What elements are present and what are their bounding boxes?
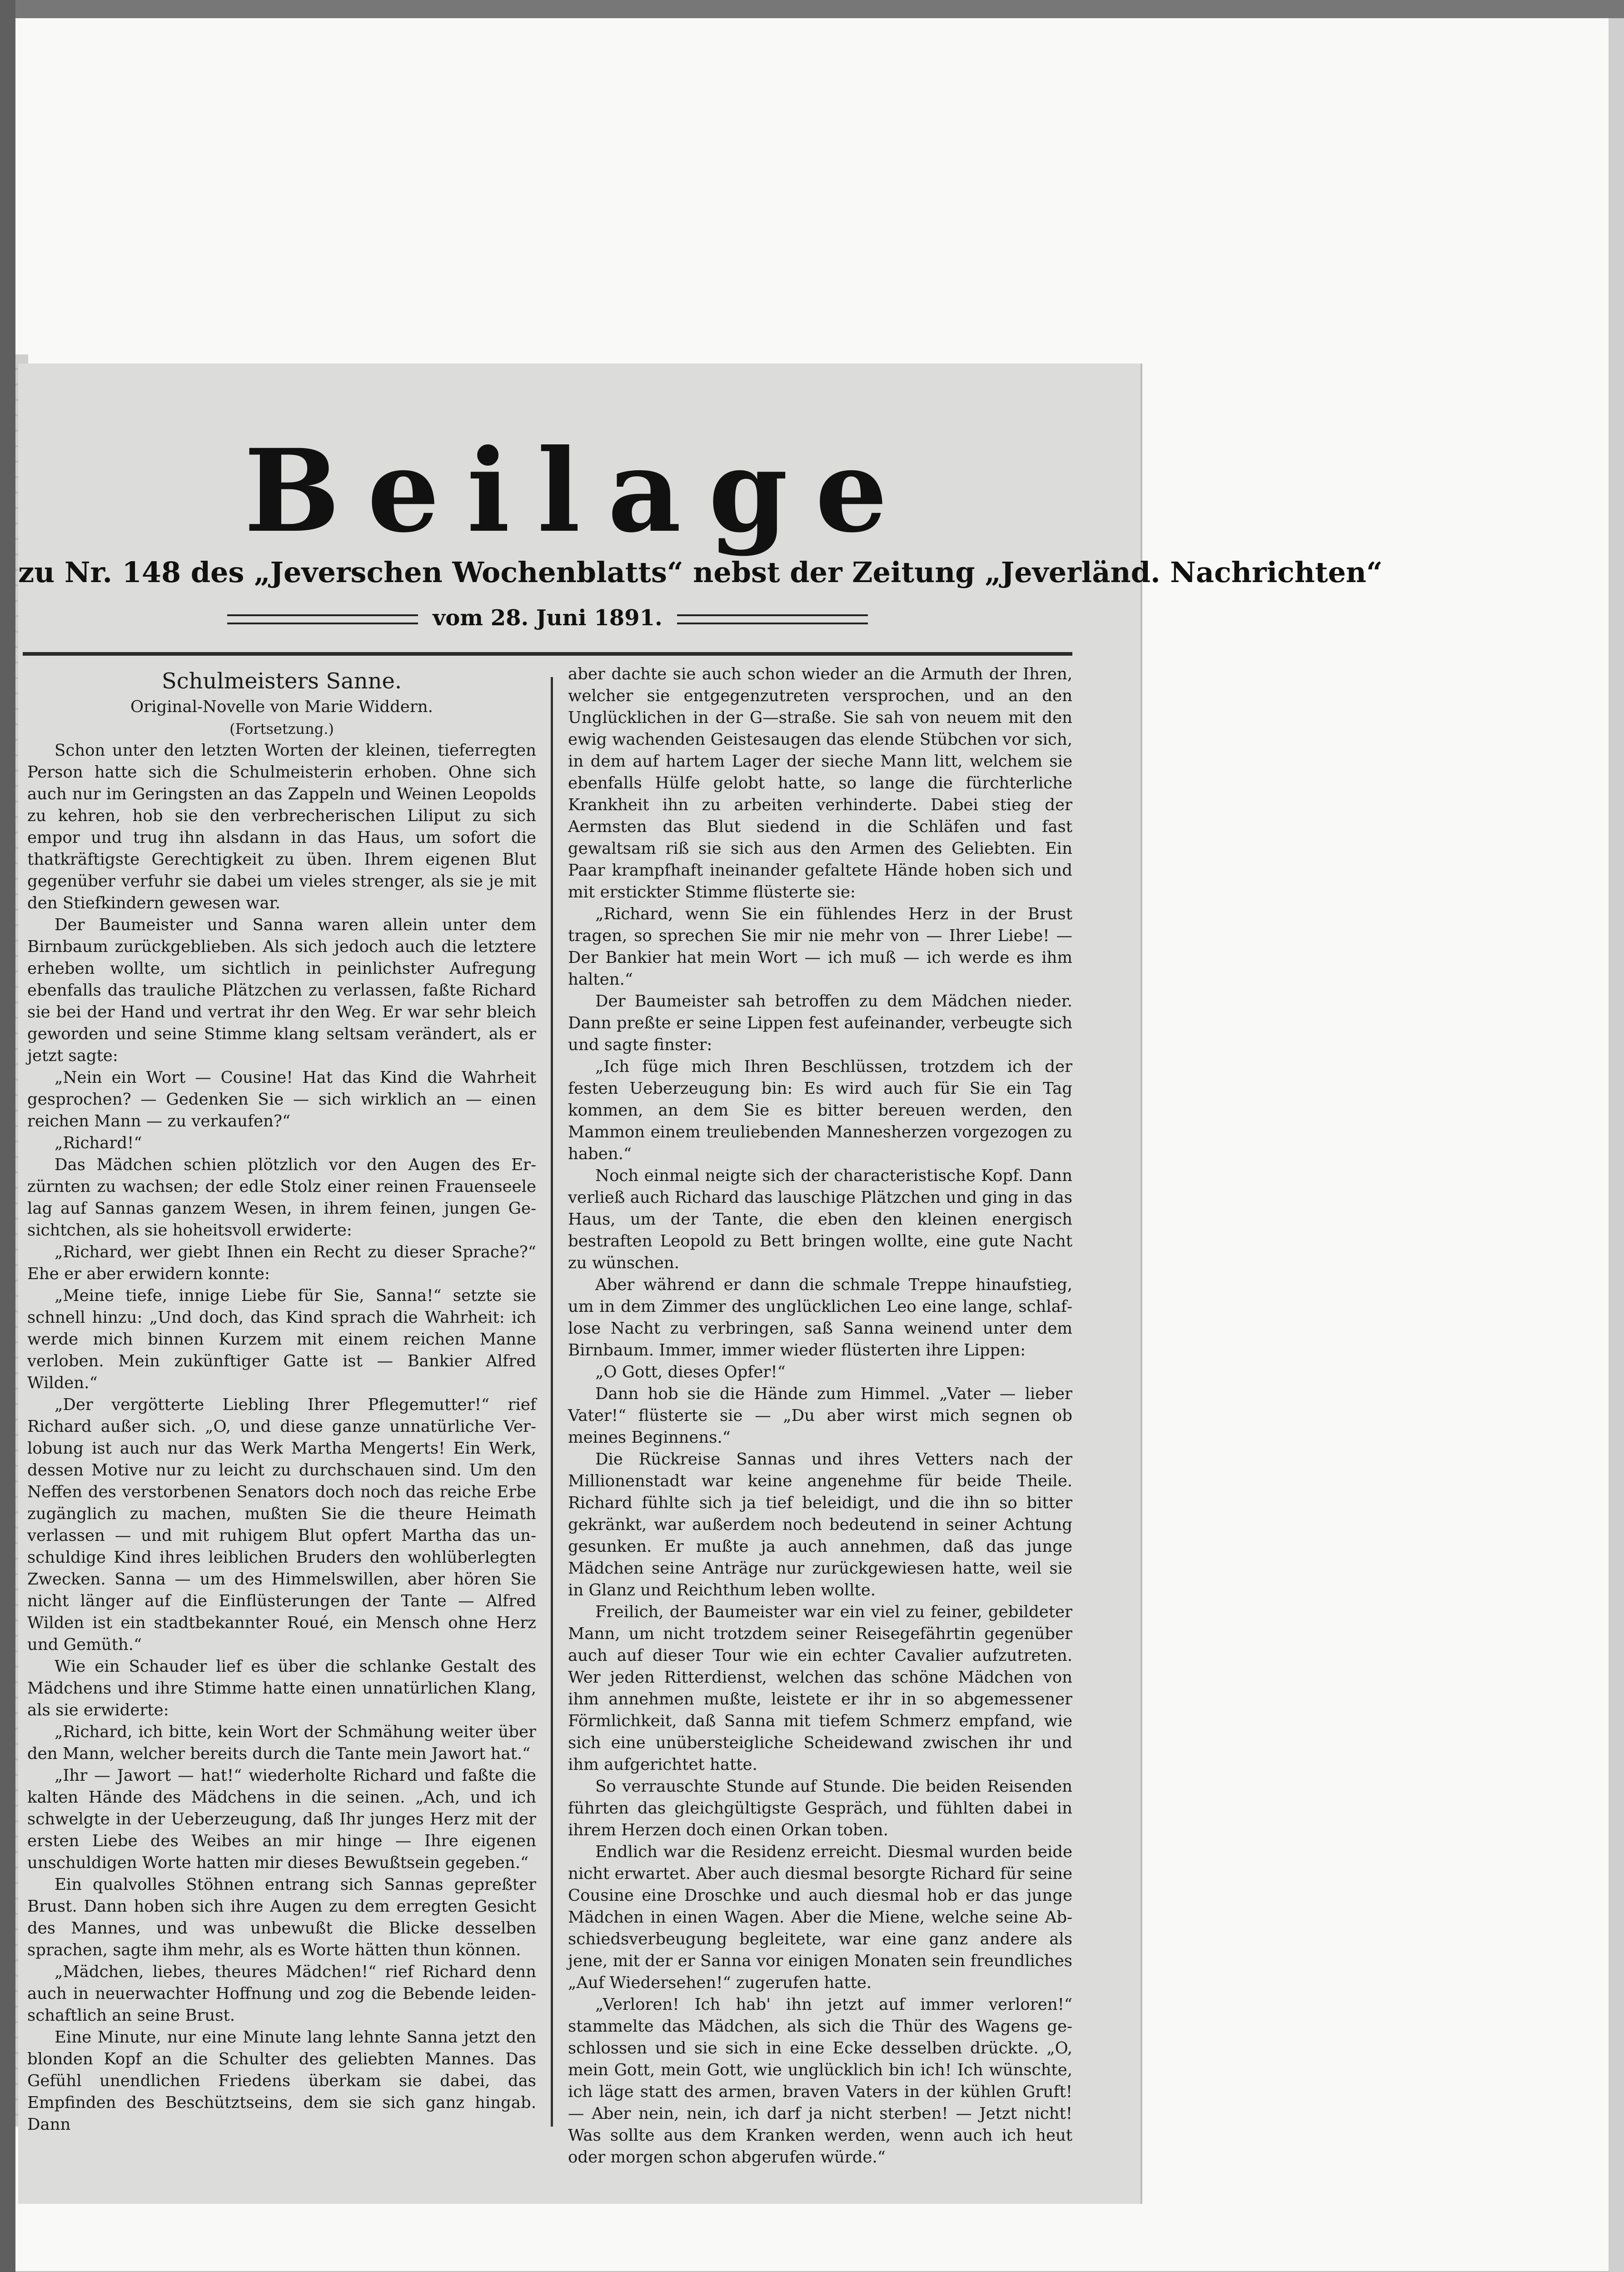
newspaper-page <box>18 364 1383 2204</box>
paragraph: Eine Minute, nur eine Minute lang lehnte Sanna jetzt den blonden Kopf an die Schulter des geliebten Mannes. Das Gefühl unendlichen Friedens überkam sie dabei, das Empfinden des Beschütztseins, dem sie sich ganz hingab. Dann <box>27 2028 536 2134</box>
paragraph: „Ich füge mich Ihren Beschlüssen, trotzdem ich der festen Ueberzeugung bin: Es wird auch für Sie ein Tag kommen, an dem Sie es bitter bereuen werden, den Mammon einem treuliebenden Mannesherzen vorgezogen zu haben.“ <box>568 1057 1072 1163</box>
paragraph: „Meine tiefe, innige Liebe für Sie, Sanna!“ setzte sie schnell hinzu: „Und doch, das Kind sprach die Wahrheit: ich werde mich binnen Kurzem mit einem reichen Manne verloben. Mein zukünftiger Gatte ist — Bankier Alfred Wilden.“ <box>27 1286 536 1392</box>
paragraph: Die Rückreise Sannas und ihres Vetters nach der Millionenstadt war keine angenehme für beide Theile. Richard fühlte sich ja tief beleidigt, und die ihn so bitter gekränkt, war außerdem noch bedeutend in seiner Achtung gesunken. Er mußte ja auch annehmen, daß das junge Mädchen seine Anträge nur zurückgewiesen hatte, weil sie in Glanz und Reichthum leben wollte. <box>568 1450 1072 1599</box>
paragraph: Schon unter den letzten Worten der kleinen, tieferregten Person hatte sich die Schulmeisterin erhoben. Ohne sich auch nur im Geringsten an das Zappeln und Weinen Leopolds zu kehren, hob sie den verbrecherischen Liliput zu sich empor und trug ihn alsdann in das Haus, um sofort die thatkräftigste Gerechtigkeit zu üben. Ihrem eigenen Blut gegenüber verfuhr sie dabei um vieles strenger, als sie je mit den Stiefkindern gewesen war. <box>27 741 536 912</box>
paragraph: „Verloren! Ich hab' ihn jetzt auf immer verloren!“ stammelte das Mädchen, als sich die Thür des Wagens geschlossen und sie sich in eine Ecke desselben drückte. „O, mein Gott, mein Gott, wie unglücklich bin ich! Ich wünschte, ich läge statt des armen, braven Vaters in der kühlen Gruft! — Aber nein, nein, ich darf ja nicht sterben! — Jetzt nicht! Was sollte aus dem Kranken werden, wenn auch ich heut oder morgen schon abgerufen würde.“ <box>568 1995 1072 2167</box>
article-continuation: (Fortsetzung.) <box>229 720 334 737</box>
paragraph: aber dachte sie auch schon wieder an die Armuth der Ihren, welcher sie entgegenzutreten versprochen, und an den Unglücklichen in der G—straße. Sie sah von neuem mit den ewig wachenden Geistesaugen das elende Stübchen vor sich, in dem auf hartem Lager der sieche Mann litt, welchem sie ebenfalls Hülfe gelobt hatte, so lange die fürchterliche Krankheit ihn zu arbeiten verhinderte. Dabei stieg der Aermsten das Blut siedend in die Schläfen und fast gewaltsam riß sie sich aus den Armen des Geliebten. Ein Paar krampfhaft ineinander gefaltete Hände hoben sich und mit erstickter Stimme flüsterte sie: <box>568 665 1072 902</box>
paragraph: So verrauschte Stunde auf Stunde. Die beiden Reisenden führten das gleichgültigste Gespräch, und fühlten dabei in ihrem Herzen doch einen Orkan toben. <box>568 1777 1072 1839</box>
masthead-title: Beilage <box>244 424 915 558</box>
paragraph: Freilich, der Baumeister war ein viel zu feiner, gebildeter Mann, um nicht trotzdem seiner Reisegefährtin gegenüber auch auf dieser Tour wie ein echter Cavalier aufzutreten. Wer jeden Ritterdienst, welchen das schöne Mädchen von ihm annehmen mußte, leistete er ihr in so abgemessener Förmlichkeit, daß Sanna mit tiefem Schmerz empfand, wie sich eine unübersteigliche Scheidewand zwischen ihr und ihm aufgerichtet hatte. <box>568 1603 1072 1774</box>
paragraph: „Nein ein Wort — Cousine! Hat das Kind die Wahrheit gesprochen? — Gedenken Sie — sich wirklich an — einen reichen Mann — zu verkaufen?“ <box>27 1068 536 1131</box>
paragraph: „Der vergötterte Liebling Ihrer Pflegemutter!“ rief Richard außer sich. „O, und diese ganze unnatürliche Verlobung ist auch nur das Werk Martha Mengerts! Ein Werk, dessen Motive nur zu leicht zu durchschauen sind. Um den Neffen des verstorbenen Senators doch noch das reiche Erbe zugänglich zu machen, mußten Sie die theure Heimath verlassen — und mit ruhigem Blut opfert Martha das unschuldige Kind ihres leiblichen Bruders den wohlüberlegten Zwecken. Sanna — um des Himmelswillen, aber hören Sie nicht länger auf die Einflüsterungen der Tante — Alfred Wilden ist ein stadtbekannter Roué, ein Mensch ohne Herz und Gemüth.“ <box>27 1395 536 1654</box>
date-rule-left <box>227 614 418 624</box>
paragraph: Noch einmal neigte sich der characteristische Kopf. Dann verließ auch Richard das lauschige Plätzchen und ging in das Haus, um der Tante, die eben den kleinen energisch bestraften Leopold zu Bett bringen wollte, eine gute Nacht zu wünschen. <box>568 1166 1072 1272</box>
paragraph: Das Mädchen schien plötzlich vor den Augen des Erzürnten zu wachsen; der edle Stolz einer reinen Frauenseele lag auf Sannas ganzem Wesen, in ihrem feinen, jungen Gesichtchen, als sie hoheitsvoll erwiderte: <box>27 1156 536 1240</box>
paragraph: „Richard, wer giebt Ihnen ein Recht zu dieser Sprache?“ Ehe er aber erwidern konnte: <box>27 1243 536 1283</box>
scan-left-border <box>0 0 15 2272</box>
paragraph: „Richard, wenn Sie ein fühlendes Herz in der Brust tragen, so sprechen Sie mir nie mehr von — Ihrer Liebe! — Der Bankier hat mein Wort — ich muß — ich werde es ihm halten.“ <box>568 905 1072 989</box>
paragraph: Der Baumeister und Sanna waren allein unter dem Birnbaum zurückgeblieben. Als sich jedoch auch die letztere erheben wollte, um sichtlich in peinlichster Aufregung ebenfalls das trauliche Plätzchen zu verlassen, faßte Richard sie bei der Hand und vertrat ihr den Weg. Er war sehr bleich geworden und seine Stimme klang seltsam verändert, als er jetzt sagte: <box>27 916 536 1065</box>
article-column-right <box>568 663 1072 2168</box>
scan-right-border <box>1609 18 1624 2272</box>
paragraph: Der Baumeister sah betroffen zu dem Mädchen nieder. Dann preßte er seine Lippen fest aufeinander, verbeugte sich und sagte finster: <box>568 992 1072 1054</box>
column-divider <box>551 677 553 2127</box>
paragraph: „Mädchen, liebes, theures Mädchen!“ rief Richard denn auch in neuerwachter Hoffnung und zog die Bebende leidenschaftlich an seine Brust. <box>27 1963 536 2025</box>
masthead-date: vom 28. Juni 1891. <box>433 605 663 631</box>
paragraph: Dann hob sie die Hände zum Himmel. „Vater — lieber Vater!“ flüsterte sie — „Du aber wirst mich segnen ob meines Beginnens.“ <box>568 1385 1072 1447</box>
article-column-left <box>27 663 536 2136</box>
paragraph: „O Gott, dieses Opfer!“ <box>595 1363 786 1381</box>
paragraph: „Richard!“ <box>55 1134 142 1152</box>
paragraph: „Ihr — Jawort — hat!“ wiederholte Richard und faßte die kalten Hände des Mädchens in die seinen. „Ach, und ich schwelgte in der Ueberzeugung, daß Ihr junges Herz mit der ersten Liebe des Weibes an mir hinge — Ihre eigenen unschuldigen Worte hatten mir dieses Bewußtsein gegeben.“ <box>27 1766 536 1872</box>
paragraph: „Richard, ich bitte, kein Wort der Schmähung weiter über den Mann, welcher bereits durch die Tante mein Jawort hat.“ <box>27 1723 536 1763</box>
date-rule-right <box>677 614 868 624</box>
paragraph: Endlich war die Residenz erreicht. Diesmal wurden beide nicht erwartet. Aber auch diesmal besorgte Richard für seine Cousine eine Droschke und auch diesmal hob er das junge Mädchen in einen Wagen. Aber die Miene, welche seine Abschiedsverbeugung begleitete, war eine ganz andere als jene, mit der er Sanna vor einigen Monaten sein freundliches „Auf Wiedersehen!“ zugerufen hatte. <box>568 1843 1072 1992</box>
paragraph: Wie ein Schauder lief es über die schlanke Gestalt des Mädchens und ihre Stimme hatte einen unnatürlichen Klang, als sie erwiderte: <box>27 1657 536 1719</box>
article-byline: Original-Novelle von Marie Widdern. <box>130 698 433 716</box>
header-rule <box>23 652 1072 656</box>
masthead-subtitle: zu Nr. 148 des „Jeverschen Wochenblatts“ nebst der Zeitung „Jeverländ. Nachrichten“ <box>18 556 1383 589</box>
paragraph: Ein qualvolles Stöhnen entrang sich Sannas gepreßter Brust. Dann hoben sich ihre Augen zu dem erregten Gesicht des Mannes, und was unbewußt die Blicke desselben sprachen, sagte ihm mehr, als es Worte hätten thun können. <box>27 1875 536 1959</box>
paragraph: Aber während er dann die schmale Treppe hinaufstieg, um in dem Zimmer des unglücklichen Leo eine lange, schlaflose Nacht zu verbringen, saß Sanna weinend unter dem Birnbaum. Immer, immer wieder flüsterten ihre Lippen: <box>568 1276 1072 1360</box>
scan-top-border <box>15 0 1624 18</box>
article-title: Schulmeisters Sanne. <box>161 668 402 694</box>
